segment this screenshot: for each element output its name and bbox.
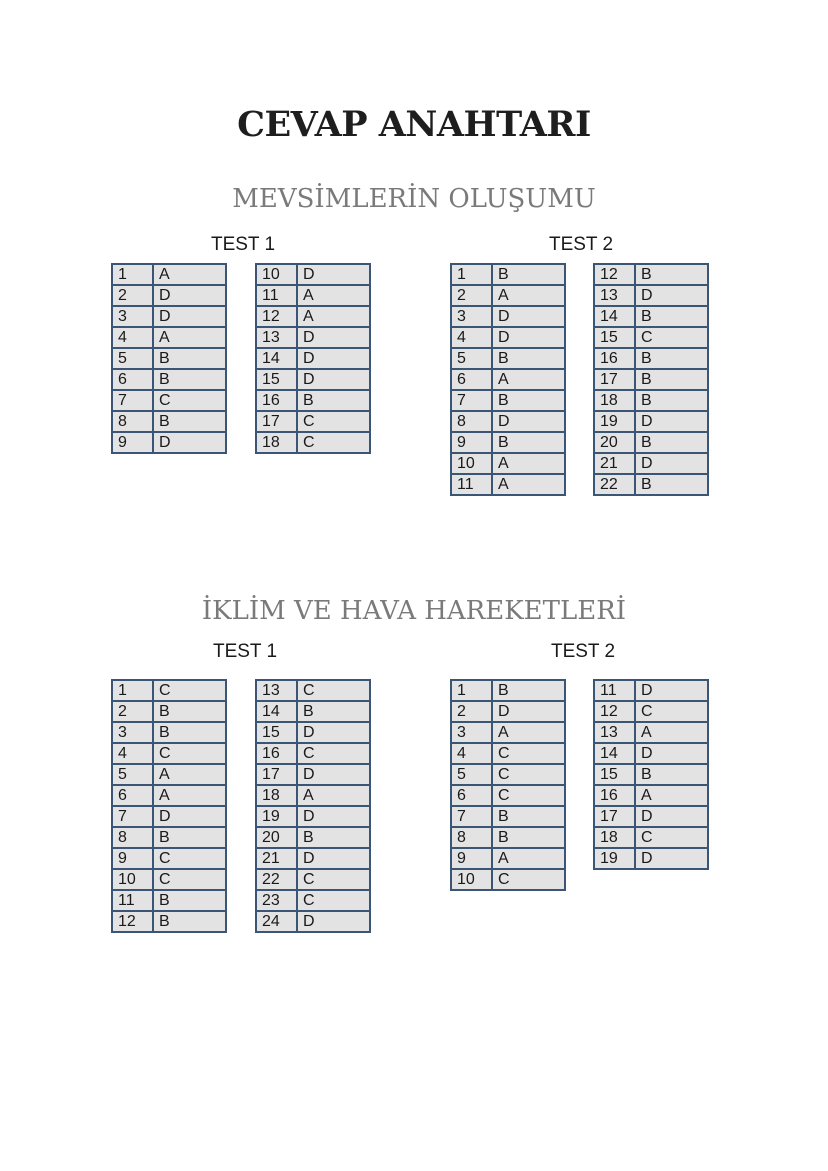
table-row (594, 411, 708, 432)
section-title-iklim: İKLİM VE HAVA HAREKETLERİ (201, 596, 627, 626)
table-row (594, 285, 708, 306)
question-number: 4 (112, 743, 153, 764)
question-number: 1 (451, 680, 492, 701)
answer-letter: B (492, 806, 565, 827)
question-number: 1 (451, 264, 492, 285)
question-number: 19 (594, 411, 635, 432)
answer-letter: B (635, 390, 708, 411)
table-row (594, 390, 708, 411)
table-row (594, 348, 708, 369)
answer-letter: B (635, 474, 708, 495)
question-number: 24 (256, 911, 297, 932)
question-number: 16 (594, 348, 635, 369)
question-number: 5 (451, 348, 492, 369)
answer-letter: C (492, 785, 565, 806)
answer-table (255, 679, 371, 933)
question-number: 12 (594, 701, 635, 722)
answer-letter: B (635, 264, 708, 285)
answer-letter: B (153, 911, 226, 932)
question-number: 9 (451, 848, 492, 869)
answer-letter: A (492, 369, 565, 390)
answer-letter: D (297, 348, 370, 369)
section-title-mevsimler: MEVSİMLERİN OLUŞUMU (232, 184, 596, 214)
answer-letter: B (492, 348, 565, 369)
table-row (256, 806, 370, 827)
answer-letter: D (297, 722, 370, 743)
answer-letter: A (153, 764, 226, 785)
answer-table (593, 679, 709, 870)
table-row (256, 848, 370, 869)
table-row (112, 390, 226, 411)
answer-letter: B (635, 369, 708, 390)
question-number: 4 (112, 327, 153, 348)
question-number: 12 (112, 911, 153, 932)
table-row (594, 453, 708, 474)
table-row (451, 806, 565, 827)
question-number: 15 (594, 764, 635, 785)
test-label: TEST 2 (548, 234, 614, 255)
table-row (451, 701, 565, 722)
table-row (451, 743, 565, 764)
question-number: 15 (256, 369, 297, 390)
answer-letter: D (635, 285, 708, 306)
answer-letter: C (297, 432, 370, 453)
table-row (112, 848, 226, 869)
answer-letter: C (297, 743, 370, 764)
question-number: 2 (112, 701, 153, 722)
question-number: 22 (256, 869, 297, 890)
answer-letter: D (297, 911, 370, 932)
answer-letter: D (492, 411, 565, 432)
answer-table (111, 679, 227, 933)
table-row (256, 764, 370, 785)
table-row (256, 911, 370, 932)
question-number: 12 (256, 306, 297, 327)
question-number: 10 (256, 264, 297, 285)
answer-letter: D (297, 848, 370, 869)
table-row (451, 722, 565, 743)
table-row (112, 827, 226, 848)
question-number: 3 (112, 306, 153, 327)
question-number: 9 (112, 432, 153, 453)
answer-letter: A (492, 474, 565, 495)
answer-letter: C (492, 764, 565, 785)
question-number: 5 (112, 348, 153, 369)
question-number: 2 (112, 285, 153, 306)
question-number: 7 (112, 390, 153, 411)
question-number: 16 (594, 785, 635, 806)
answer-letter: B (153, 827, 226, 848)
table-row (594, 474, 708, 495)
table-row (112, 411, 226, 432)
answer-letter: B (635, 432, 708, 453)
question-number: 14 (594, 743, 635, 764)
answer-letter: D (297, 264, 370, 285)
table-row (451, 327, 565, 348)
answer-letter: D (297, 369, 370, 390)
answer-letter: B (635, 306, 708, 327)
question-number: 9 (451, 432, 492, 453)
answer-letter: B (153, 701, 226, 722)
question-number: 6 (112, 785, 153, 806)
answer-letter: B (297, 701, 370, 722)
question-number: 2 (451, 701, 492, 722)
answer-letter: D (153, 432, 226, 453)
answer-letter: B (153, 348, 226, 369)
question-number: 1 (112, 680, 153, 701)
answer-letter: A (153, 264, 226, 285)
answer-letter: C (153, 848, 226, 869)
table-row (451, 785, 565, 806)
answer-letter: C (153, 743, 226, 764)
table-row (112, 743, 226, 764)
answer-letter: D (153, 285, 226, 306)
table-row (594, 432, 708, 453)
answer-letter: B (153, 411, 226, 432)
table-row (451, 680, 565, 701)
question-number: 14 (256, 701, 297, 722)
table-row (112, 432, 226, 453)
answer-letter: D (635, 680, 708, 701)
answer-letter: A (492, 722, 565, 743)
answer-letter: A (297, 306, 370, 327)
table-row (112, 264, 226, 285)
question-number: 13 (256, 327, 297, 348)
table-row (112, 890, 226, 911)
answer-table (450, 263, 566, 496)
test-label: TEST 2 (550, 641, 616, 662)
answer-letter: B (153, 369, 226, 390)
table-row (112, 869, 226, 890)
table-row (594, 327, 708, 348)
question-number: 13 (594, 285, 635, 306)
table-row (256, 285, 370, 306)
table-row (256, 827, 370, 848)
test-label: TEST 1 (210, 234, 276, 255)
test-label: TEST 1 (212, 641, 278, 662)
table-row (451, 306, 565, 327)
table-row (451, 764, 565, 785)
question-number: 21 (594, 453, 635, 474)
question-number: 19 (594, 848, 635, 869)
answer-letter: B (635, 764, 708, 785)
table-row (256, 411, 370, 432)
table-row (112, 701, 226, 722)
question-number: 9 (112, 848, 153, 869)
table-row (451, 390, 565, 411)
answer-letter: A (492, 453, 565, 474)
table-row (112, 806, 226, 827)
table-row (256, 890, 370, 911)
answer-letter: B (297, 827, 370, 848)
table-row (451, 285, 565, 306)
answer-letter: D (635, 743, 708, 764)
question-number: 2 (451, 285, 492, 306)
answer-letter: D (153, 806, 226, 827)
answer-letter: B (492, 390, 565, 411)
question-number: 20 (256, 827, 297, 848)
question-number: 6 (451, 785, 492, 806)
answer-letter: B (492, 680, 565, 701)
table-row (112, 680, 226, 701)
question-number: 20 (594, 432, 635, 453)
question-number: 4 (451, 327, 492, 348)
question-number: 22 (594, 474, 635, 495)
answer-letter: C (153, 390, 226, 411)
answer-letter: A (492, 848, 565, 869)
answer-letter: D (635, 806, 708, 827)
table-row (112, 285, 226, 306)
table-row (594, 722, 708, 743)
question-number: 8 (451, 411, 492, 432)
question-number: 6 (112, 369, 153, 390)
question-number: 17 (256, 764, 297, 785)
table-row (451, 411, 565, 432)
answer-table (255, 263, 371, 454)
answer-table (593, 263, 709, 496)
question-number: 7 (112, 806, 153, 827)
table-row (451, 869, 565, 890)
table-row (594, 680, 708, 701)
table-row (256, 348, 370, 369)
question-number: 4 (451, 743, 492, 764)
answer-letter: D (492, 327, 565, 348)
answer-letter: A (297, 785, 370, 806)
table-row (594, 743, 708, 764)
answer-letter: C (153, 869, 226, 890)
question-number: 3 (112, 722, 153, 743)
question-number: 23 (256, 890, 297, 911)
answer-letter: C (297, 890, 370, 911)
question-number: 11 (256, 285, 297, 306)
answer-letter: C (635, 327, 708, 348)
table-row (451, 348, 565, 369)
question-number: 17 (594, 369, 635, 390)
question-number: 11 (112, 890, 153, 911)
question-number: 3 (451, 306, 492, 327)
answer-letter: C (492, 869, 565, 890)
answer-letter: D (635, 411, 708, 432)
table-row (451, 369, 565, 390)
table-row (256, 722, 370, 743)
question-number: 8 (112, 411, 153, 432)
answer-letter: A (297, 285, 370, 306)
answer-table (111, 263, 227, 454)
table-row (256, 701, 370, 722)
answer-letter: D (492, 306, 565, 327)
table-row (451, 453, 565, 474)
table-row (594, 848, 708, 869)
answer-letter: C (635, 701, 708, 722)
table-row (594, 701, 708, 722)
question-number: 8 (112, 827, 153, 848)
answer-letter: B (635, 348, 708, 369)
question-number: 13 (594, 722, 635, 743)
answer-letter: A (635, 722, 708, 743)
question-number: 6 (451, 369, 492, 390)
question-number: 14 (256, 348, 297, 369)
answer-letter: D (297, 806, 370, 827)
table-row (256, 327, 370, 348)
answer-letter: C (153, 680, 226, 701)
question-number: 10 (451, 869, 492, 890)
question-number: 19 (256, 806, 297, 827)
table-row (112, 327, 226, 348)
table-row (256, 369, 370, 390)
question-number: 18 (256, 432, 297, 453)
question-number: 18 (594, 390, 635, 411)
table-row (112, 722, 226, 743)
answer-letter: B (492, 827, 565, 848)
table-row (112, 764, 226, 785)
answer-letter: D (297, 764, 370, 785)
table-row (256, 432, 370, 453)
answer-letter: D (492, 701, 565, 722)
answer-letter: B (492, 432, 565, 453)
question-number: 13 (256, 680, 297, 701)
question-number: 12 (594, 264, 635, 285)
answer-letter: D (153, 306, 226, 327)
answer-letter: D (297, 327, 370, 348)
question-number: 14 (594, 306, 635, 327)
question-number: 3 (451, 722, 492, 743)
answer-letter: D (635, 848, 708, 869)
table-row (594, 764, 708, 785)
table-row (256, 306, 370, 327)
answer-letter: D (635, 453, 708, 474)
table-row (112, 369, 226, 390)
table-row (594, 264, 708, 285)
table-row (594, 369, 708, 390)
question-number: 8 (451, 827, 492, 848)
table-row (451, 827, 565, 848)
table-row (256, 680, 370, 701)
table-row (256, 743, 370, 764)
table-row (594, 306, 708, 327)
table-row (256, 785, 370, 806)
answer-table (450, 679, 566, 891)
question-number: 16 (256, 743, 297, 764)
answer-letter: C (492, 743, 565, 764)
answer-letter: C (635, 827, 708, 848)
answer-letter: C (297, 869, 370, 890)
table-row (112, 348, 226, 369)
answer-letter: A (153, 785, 226, 806)
table-row (112, 306, 226, 327)
table-row (112, 785, 226, 806)
question-number: 17 (256, 411, 297, 432)
table-row (451, 432, 565, 453)
question-number: 16 (256, 390, 297, 411)
question-number: 21 (256, 848, 297, 869)
question-number: 7 (451, 806, 492, 827)
question-number: 10 (451, 453, 492, 474)
answer-letter: B (153, 722, 226, 743)
table-row (112, 911, 226, 932)
question-number: 7 (451, 390, 492, 411)
table-row (594, 785, 708, 806)
question-number: 5 (451, 764, 492, 785)
table-row (451, 264, 565, 285)
answer-letter: A (492, 285, 565, 306)
answer-letter: C (297, 680, 370, 701)
table-row (594, 806, 708, 827)
table-row (256, 869, 370, 890)
table-row (256, 390, 370, 411)
question-number: 1 (112, 264, 153, 285)
table-row (594, 827, 708, 848)
question-number: 17 (594, 806, 635, 827)
question-number: 18 (594, 827, 635, 848)
question-number: 18 (256, 785, 297, 806)
question-number: 11 (594, 680, 635, 701)
question-number: 5 (112, 764, 153, 785)
answer-letter: B (492, 264, 565, 285)
answer-letter: A (153, 327, 226, 348)
question-number: 11 (451, 474, 492, 495)
question-number: 15 (594, 327, 635, 348)
question-number: 10 (112, 869, 153, 890)
answer-letter: C (297, 411, 370, 432)
answer-letter: B (297, 390, 370, 411)
table-row (451, 474, 565, 495)
table-row (451, 848, 565, 869)
answer-letter: A (635, 785, 708, 806)
page-title: CEVAP ANAHTARI (237, 104, 591, 145)
question-number: 15 (256, 722, 297, 743)
answer-letter: B (153, 890, 226, 911)
table-row (256, 264, 370, 285)
